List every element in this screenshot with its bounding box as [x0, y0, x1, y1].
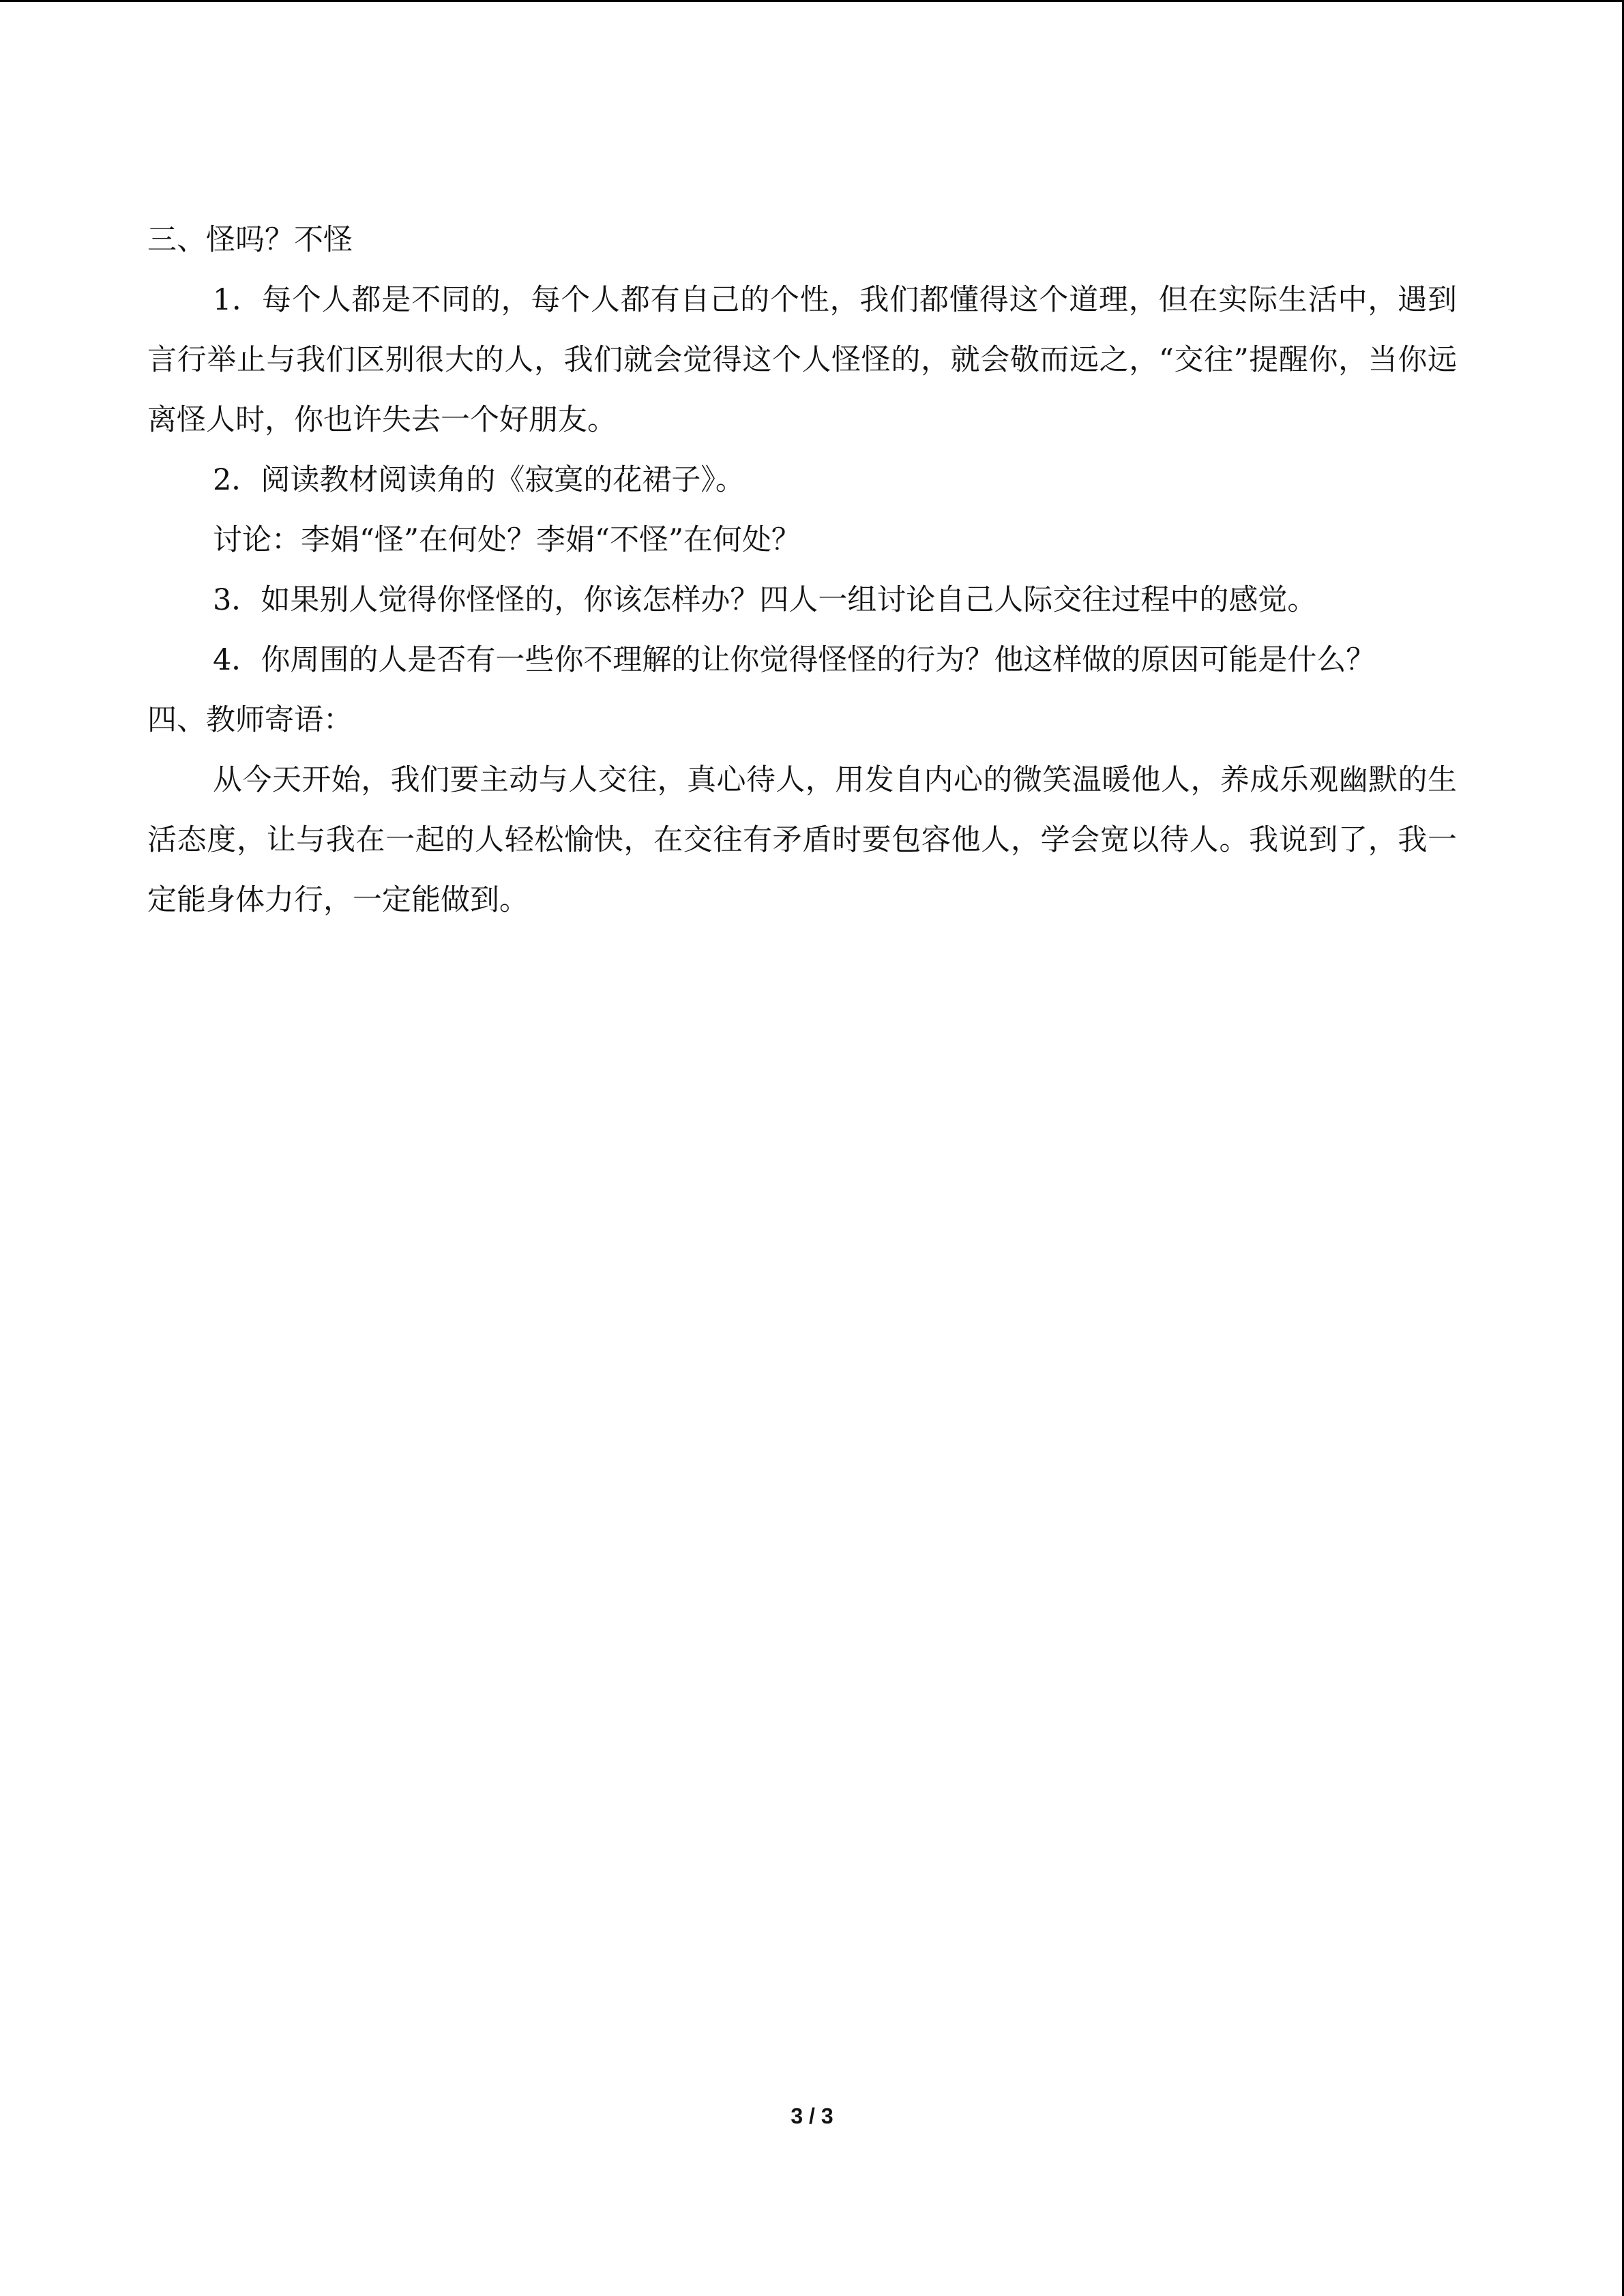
section-3-item-4: 4．你周围的人是否有一些你不理解的让你觉得怪怪的行为？他这样做的原因可能是什么？ [213, 643, 1376, 677]
section-4-teacher-message: 从今天开始，我们要主动与人交往，真心待人，用发自内心的微笑温暖他人，养成乐观幽默的生活态度，让与我在一起的人轻松愉快，在交往有矛盾时要包容他人，学会宽以待人。我说到了，我一定能身体力行，一定能做到。 [147, 763, 1457, 917]
section-4-heading: 四、教师寄语： [147, 703, 353, 737]
section-3-discussion: 讨论：李娟“怪”在何处？李娟“不怪”在何处？ [213, 523, 801, 557]
section-3-item-3: 3．如果别人觉得你怪怪的，你该怎样办？四人一组讨论自己人际交往过程中的感觉。 [213, 583, 1317, 617]
section-3-item-1: 1．每个人都是不同的，每个人都有自己的个性，我们都懂得这个道理，但在实际生活中，遇到言行举止与我们区别很大的人，我们就会觉得这个人怪怪的，就会敬而远之，“交往”提醒你，当你远离怪人时，你也许失去一个好朋友。 [147, 283, 1457, 437]
section-3-item-2: 2．阅读教材阅读角的《寂寞的花裙子》。 [213, 463, 745, 497]
document-body [147, 210, 1457, 930]
section-3-heading: 三、怪吗？不怪 [147, 223, 353, 257]
page-number: 3 / 3 [791, 2104, 833, 2128]
